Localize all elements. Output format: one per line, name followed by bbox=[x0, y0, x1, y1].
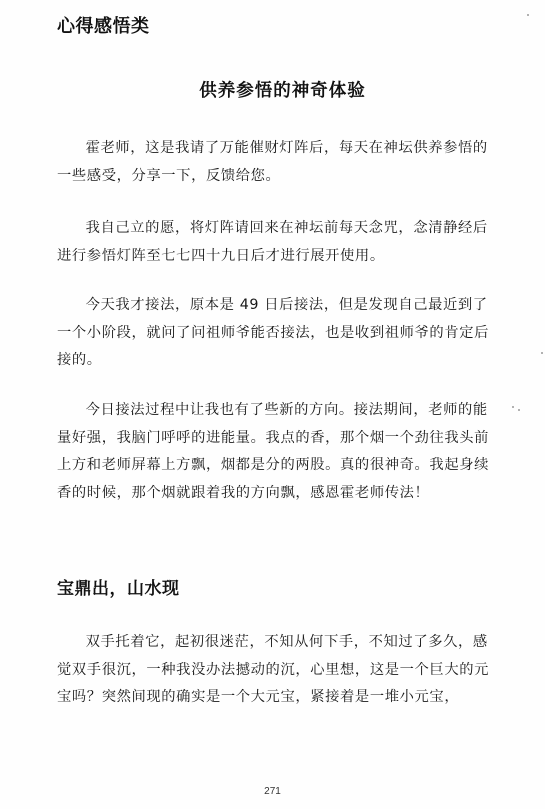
paragraph: 霍老师，这是我请了万能催财灯阵后，每天在神坛供养参悟的一些感受，分享一下，反馈给您。 bbox=[57, 140, 488, 184]
scan-speck bbox=[541, 352, 543, 354]
article-title: 供养参悟的神奇体验 bbox=[199, 81, 366, 101]
paragraph: 今日接法过程中让我也有了些新的方向。接法期间，老师的能量好强，我脑门呼呼的进能量。我点的香，那个烟一个劲往我头前上方和老师屏幕上方飘，烟都是分的两股。真的很神奇。我起身续香的时候，那个烟就跟着我的方向飘，感恩霍老师传法！ bbox=[57, 402, 490, 501]
paragraph: 今天我才接法，原本是 49 日后接法，但是发现自己最近到了一个小阶段，就问了问祖师爷能否接法，也是收到祖师爷的肯定后接的。 bbox=[57, 297, 490, 368]
section-heading: 心得感悟类 bbox=[57, 16, 150, 37]
page-number: 271 bbox=[264, 786, 281, 797]
scan-speck bbox=[512, 406, 514, 408]
paragraph: 我自己立的愿，将灯阵请回来在神坛前每天念咒，念清静经后进行参悟灯阵至七七四十九日后才进行展开使用。 bbox=[57, 220, 488, 264]
scan-speck bbox=[527, 14, 529, 16]
section-heading: 宝鼎出，山水现 bbox=[57, 579, 180, 599]
paragraph: 双手托着它，起初很迷茫，不知从何下手，不知过了多久，感觉双手很沉，一种我没办法撼动的沉，心里想，这是一个巨大的元宝吗？突然间现的确实是一个大元宝，紧接着是一堆小元宝， bbox=[57, 634, 490, 705]
scan-speck bbox=[518, 409, 520, 411]
